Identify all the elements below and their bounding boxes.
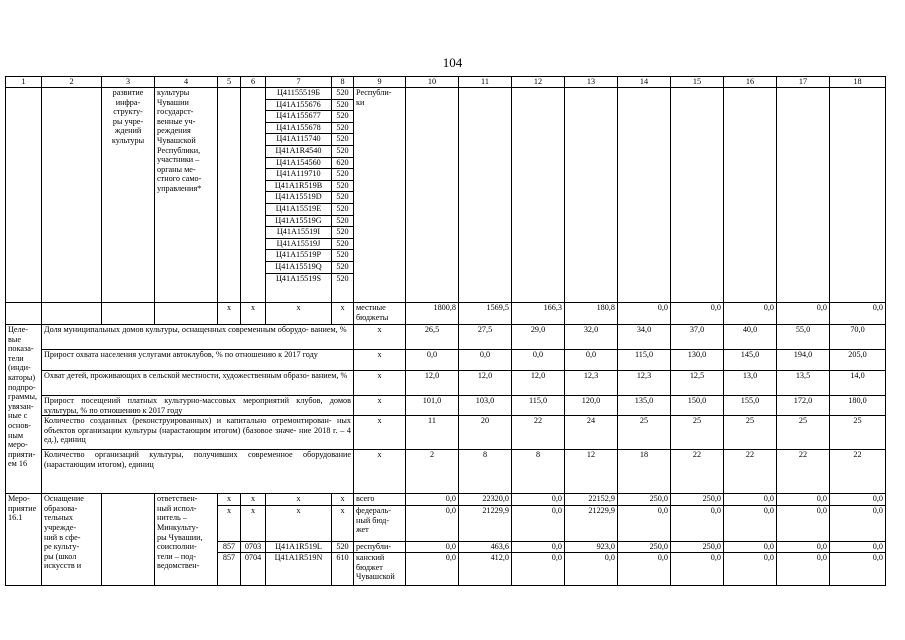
budget-code: Ц41А15519Q — [266, 262, 331, 274]
header-row — [6, 77, 886, 88]
cell-line: ки — [356, 97, 365, 107]
event-col3 — [102, 494, 155, 586]
table-row — [6, 396, 886, 416]
event-c6: x — [241, 506, 266, 542]
cont-col4 — [155, 88, 218, 303]
cell-line: учрежде- — [44, 522, 77, 532]
cell-line: управления* — [157, 183, 202, 193]
local-value: 180,8 — [565, 303, 618, 325]
cont-col14 — [618, 88, 671, 303]
header-col-2: 2 — [42, 77, 102, 88]
event-value: 0,0 — [830, 553, 886, 586]
event-c5: 857 — [218, 542, 241, 553]
target-value: 205,0 — [830, 350, 886, 371]
cell-line: Республики, — [157, 145, 201, 155]
expense-type: 520 — [332, 181, 353, 193]
local-value: 166,3 — [512, 303, 565, 325]
header-col-11: 11 — [459, 77, 512, 88]
target-value: 27,5 — [459, 325, 512, 350]
event-value: 21229,9 — [459, 506, 512, 542]
cont-col13 — [565, 88, 618, 303]
header-col-12: 12 — [512, 77, 565, 88]
target-value: 0,0 — [512, 350, 565, 371]
cell-line: ний в сфе- — [44, 532, 81, 542]
event-label — [6, 494, 42, 586]
expense-type: 520 — [332, 262, 353, 274]
cell-line: ем 16 — [8, 459, 28, 469]
cell-line: культуры — [111, 135, 145, 145]
cell-line: меро- — [8, 440, 28, 450]
target-value: 25 — [671, 416, 724, 450]
cell-line: граммы, — [8, 392, 37, 402]
target-value: 12,3 — [565, 371, 618, 396]
budget-code: Ц41А154560 — [266, 158, 331, 170]
cell-line: стного само- — [157, 174, 202, 184]
event-value: 0,0 — [777, 506, 830, 542]
event-value: 250,0 — [618, 542, 671, 553]
event-value: 0,0 — [618, 553, 671, 586]
cell-line: ре культу- — [44, 542, 80, 552]
header-col-3: 3 — [102, 77, 155, 88]
event-executor — [155, 494, 218, 586]
target-text: Прирост охвата населения услугами автоклубов, % по отношению к 2017 году — [42, 350, 354, 371]
target-value: 115,0 — [618, 350, 671, 371]
local-c8: x — [332, 303, 354, 325]
local-value: 0,0 — [671, 303, 724, 325]
cell-line: органы ме- — [157, 164, 196, 174]
cont-col5 — [218, 88, 241, 303]
targets-label — [6, 325, 42, 494]
cont-col15 — [671, 88, 724, 303]
expense-type: 520 — [332, 216, 353, 228]
local-value: 0,0 — [724, 303, 777, 325]
event-value: 0,0 — [830, 494, 886, 506]
target-value: 25 — [777, 416, 830, 450]
event-c6: 0704 — [241, 553, 266, 586]
cell-line: Чувашской — [356, 572, 395, 582]
target-x: x — [354, 416, 406, 450]
target-text: Доля муниципальных домов культуры, оснащенных современным оборудо- ванием, % — [42, 325, 354, 350]
header-col-1: 1 — [6, 77, 42, 88]
event-value: 0,0 — [724, 494, 777, 506]
budget-code: Ц41А155677 — [266, 111, 331, 123]
event-c7: Ц41А1R519N — [266, 553, 332, 586]
expense-type: 620 — [332, 158, 353, 170]
cell-line: ры (школ — [44, 551, 77, 561]
cell-line: нитель – — [157, 513, 187, 523]
target-value: 22 — [671, 450, 724, 494]
event-c8: x — [332, 506, 354, 542]
budget-code: Ц41А155676 — [266, 100, 331, 112]
cont-col2 — [42, 88, 102, 303]
cell-line: ный бюд- — [356, 515, 390, 525]
target-value: 101,0 — [406, 396, 459, 416]
event-value: 0,0 — [406, 542, 459, 553]
cell-line: соисполни- — [157, 542, 197, 552]
event-value: 0,0 — [724, 553, 777, 586]
table-row — [6, 303, 886, 325]
target-value: 180,0 — [830, 396, 886, 416]
cell-line: каторы) — [8, 372, 36, 382]
event-value: 0,0 — [512, 542, 565, 553]
event-c8: 610 — [332, 553, 354, 586]
event-value: 250,0 — [618, 494, 671, 506]
cell-line: Меро- — [8, 494, 30, 504]
local-value: 0,0 — [830, 303, 886, 325]
local-value: 0,0 — [618, 303, 671, 325]
table-row — [6, 416, 886, 450]
cell-line: приятие — [8, 503, 37, 513]
event-value: 250,0 — [671, 494, 724, 506]
target-value: 12,0 — [512, 371, 565, 396]
cell-line: канский — [356, 553, 385, 563]
target-value: 0,0 — [565, 350, 618, 371]
cell-line: 16.1 — [8, 513, 23, 523]
local-c5: x — [218, 303, 241, 325]
event-c6: x — [241, 494, 266, 506]
target-text: Охват детей, проживающих в сельской местности, художественным образо- ванием, % — [42, 371, 354, 396]
event-value: 22320,0 — [459, 494, 512, 506]
cont-col11 — [459, 88, 512, 303]
target-value: 11 — [406, 416, 459, 450]
expense-type: 520 — [336, 273, 349, 283]
local-c9 — [354, 303, 406, 325]
local-col2 — [42, 303, 102, 325]
expense-type: 520 — [332, 123, 353, 135]
target-value: 29,0 — [512, 325, 565, 350]
cont-col17 — [777, 88, 830, 303]
expense-type: 520 — [332, 169, 353, 181]
target-value: 40,0 — [724, 325, 777, 350]
event-value: 0,0 — [512, 553, 565, 586]
cell-line: увязан- — [8, 401, 34, 411]
event-value: 0,0 — [830, 506, 886, 542]
target-value: 150,0 — [671, 396, 724, 416]
expense-type: 520 — [332, 88, 353, 100]
header-col-7: 7 — [266, 77, 332, 88]
event-value: 0,0 — [724, 542, 777, 553]
event-name — [42, 494, 102, 586]
target-value: 22 — [830, 450, 886, 494]
cell-line: прияти- — [8, 449, 36, 459]
event-value: 0,0 — [512, 494, 565, 506]
cell-line: венные уч- — [157, 116, 196, 126]
cell-line: ведомствен- — [157, 561, 200, 571]
local-c6: x — [241, 303, 266, 325]
target-x: x — [354, 350, 406, 371]
cell-line: участники – — [157, 155, 200, 165]
target-text: Прирост посещений платных культурно-массовых мероприятий клубов, домов культуры, % по отношению к 2017 году — [42, 396, 354, 416]
page-number: 104 — [442, 55, 463, 70]
cell-line: тели – под- — [157, 551, 196, 561]
table-row — [6, 325, 886, 350]
cont-col16 — [724, 88, 777, 303]
header-col-10: 10 — [406, 77, 459, 88]
event-value: 0,0 — [512, 506, 565, 542]
cell-line: тельных — [44, 513, 74, 523]
budget-code: Ц41А15519J — [266, 239, 331, 251]
target-value: 12,5 — [671, 371, 724, 396]
expense-type: 520 — [332, 239, 353, 251]
target-value: 115,0 — [512, 396, 565, 416]
event-value: 0,0 — [406, 494, 459, 506]
cell-line: жет — [356, 525, 369, 535]
cell-line: местные — [356, 303, 386, 312]
expense-type: 520 — [332, 111, 353, 123]
target-value: 34,0 — [618, 325, 671, 350]
cell-line: развитие — [112, 88, 144, 97]
target-value: 0,0 — [406, 350, 459, 371]
event-value: 0,0 — [777, 494, 830, 506]
budget-code: Ц41А15519Е — [266, 204, 331, 216]
event-value: 0,0 — [777, 553, 830, 586]
cell-line: федераль- — [356, 506, 391, 516]
budget-code: Ц41А15519I — [266, 227, 331, 239]
target-value: 172,0 — [777, 396, 830, 416]
target-value: 2 — [406, 450, 459, 494]
local-col1 — [6, 303, 42, 325]
target-value: 103,0 — [459, 396, 512, 416]
local-value: 0,0 — [777, 303, 830, 325]
target-value: 22 — [724, 450, 777, 494]
event-c7: Ц41А1R519L — [266, 542, 332, 553]
target-value: 8 — [512, 450, 565, 494]
target-value: 13,5 — [777, 371, 830, 396]
budget-code: Ц41А119710 — [266, 169, 331, 181]
cell-line: реждения — [157, 126, 191, 136]
cell-line: культуры — [157, 88, 190, 97]
cont-col18 — [830, 88, 886, 303]
table-row — [6, 350, 886, 371]
event-value: 22152,9 — [565, 494, 618, 506]
cell-line: ждений — [114, 126, 142, 136]
header-col-4: 4 — [155, 77, 218, 88]
expense-type: 520 — [332, 146, 353, 158]
target-value: 25 — [618, 416, 671, 450]
header-col-9: 9 — [354, 77, 406, 88]
cell-line: Чувашской — [157, 135, 196, 145]
event-value: 412,0 — [459, 553, 512, 586]
cell-line: инфра- — [115, 97, 141, 107]
cont-col10 — [406, 88, 459, 303]
target-value: 25 — [724, 416, 777, 450]
target-value: 22 — [777, 450, 830, 494]
header-col-6: 6 — [241, 77, 266, 88]
target-value: 18 — [618, 450, 671, 494]
table-row — [6, 450, 886, 494]
cell-line: ры учре- — [112, 116, 144, 126]
event-value: 0,0 — [724, 506, 777, 542]
expense-type: 520 — [332, 204, 353, 216]
target-value: 8 — [459, 450, 512, 494]
budget-code: Ц41А15519G — [266, 216, 331, 228]
cell-line: государст- — [157, 107, 194, 117]
budget-code: Ц41А15519D — [266, 192, 331, 204]
target-value: 0,0 — [459, 350, 512, 371]
cell-line: бюджеты — [356, 312, 389, 322]
cell-line: структу- — [113, 107, 143, 117]
budget-codes — [266, 88, 332, 303]
event-value: 250,0 — [671, 542, 724, 553]
cell-line: всего — [356, 494, 375, 504]
target-x: x — [354, 371, 406, 396]
header-col-14: 14 — [618, 77, 671, 88]
cell-line: Целе- — [8, 325, 28, 334]
cell-line: ным — [8, 430, 24, 440]
header-col-15: 15 — [671, 77, 724, 88]
cell-line: подпро- — [8, 382, 36, 392]
expense-type: 520 — [332, 227, 353, 239]
table-row — [6, 371, 886, 396]
cell-line: показа- — [8, 344, 34, 354]
budget-table — [5, 76, 886, 586]
event-value: 0,0 — [406, 506, 459, 542]
event-value: 0,0 — [406, 553, 459, 586]
target-value: 55,0 — [777, 325, 830, 350]
cell-line: основ- — [8, 420, 31, 430]
cont-col3 — [102, 88, 155, 303]
header-col-8: 8 — [332, 77, 354, 88]
target-value: 12 — [565, 450, 618, 494]
target-value: 12,3 — [618, 371, 671, 396]
target-x: x — [354, 396, 406, 416]
budget-code: Ц41А155678 — [266, 123, 331, 135]
cell-line: Чувашии — [157, 97, 189, 107]
cont-col6 — [241, 88, 266, 303]
event-value: 923,0 — [565, 542, 618, 553]
cell-line: бюджет — [356, 562, 383, 572]
local-value: 1800,8 — [406, 303, 459, 325]
event-value: 0,0 — [777, 542, 830, 553]
event-value: 0,0 — [671, 553, 724, 586]
event-c9 — [354, 506, 406, 542]
target-value: 20 — [459, 416, 512, 450]
target-value: 32,0 — [565, 325, 618, 350]
target-value: 22 — [512, 416, 565, 450]
target-value: 14,0 — [830, 371, 886, 396]
target-value: 13,0 — [724, 371, 777, 396]
target-value: 135,0 — [618, 396, 671, 416]
local-col4 — [155, 303, 218, 325]
target-value: 145,0 — [724, 350, 777, 371]
event-value: 0,0 — [830, 542, 886, 553]
event-value: 0,0 — [565, 553, 618, 586]
header-col-5: 5 — [218, 77, 241, 88]
cell-line: Минкульту- — [157, 522, 199, 532]
header-col-13: 13 — [565, 77, 618, 88]
target-value: 70,0 — [830, 325, 886, 350]
cell-line: Оснащение — [44, 494, 84, 504]
cell-line: ры Чувашии, — [157, 532, 203, 542]
cell-line: ные с — [8, 411, 28, 421]
event-value: 463,6 — [459, 542, 512, 553]
event-c9 — [354, 542, 406, 553]
target-value: 26,5 — [406, 325, 459, 350]
target-value: 120,0 — [565, 396, 618, 416]
budget-code: Ц41А1R519В — [266, 181, 331, 193]
event-c7: x — [266, 506, 332, 542]
expense-type: 520 — [332, 134, 353, 146]
event-value: 0,0 — [618, 506, 671, 542]
target-value: 194,0 — [777, 350, 830, 371]
cell-line: ответствен- — [157, 494, 198, 504]
event-c6: 0703 — [241, 542, 266, 553]
local-c7: x — [266, 303, 332, 325]
expense-types — [332, 88, 354, 303]
event-c8: 520 — [332, 542, 354, 553]
target-text: Количество созданных (реконструированных) и капитально отремонтирован- ных объектов организации культуры (нарастающим итогом) (базовое значе- ние 2018 г. – 4 ед.), единиц — [42, 416, 354, 450]
local-value: 1569,5 — [459, 303, 512, 325]
header-col-16: 16 — [724, 77, 777, 88]
event-c5: x — [218, 494, 241, 506]
header-col-18: 18 — [830, 77, 886, 88]
target-value: 12,0 — [459, 371, 512, 396]
table-row — [6, 494, 886, 506]
cell-line: искусств и — [44, 561, 82, 571]
header-col-17: 17 — [777, 77, 830, 88]
cont-col12 — [512, 88, 565, 303]
event-c5: x — [218, 506, 241, 542]
event-c7: x — [266, 494, 332, 506]
budget-code: Ц41А1R4540 — [266, 146, 331, 158]
cell-line: республи- — [356, 542, 392, 552]
cont-col1 — [6, 88, 42, 303]
target-x: x — [354, 325, 406, 350]
budget-code: Ц41А15519Р — [266, 250, 331, 262]
expense-type: 520 — [332, 100, 353, 112]
event-value: 0,0 — [671, 506, 724, 542]
local-col3 — [102, 303, 155, 325]
event-c9 — [354, 553, 406, 586]
budget-code: Ц41А15519S — [275, 273, 322, 283]
expense-type: 520 — [332, 192, 353, 204]
target-value: 37,0 — [671, 325, 724, 350]
cell-line: ный испол- — [157, 503, 197, 513]
event-c5: 857 — [218, 553, 241, 586]
expense-type: 520 — [332, 250, 353, 262]
target-value: 12,0 — [406, 371, 459, 396]
event-c8: x — [332, 494, 354, 506]
event-c9 — [354, 494, 406, 506]
cell-line: (инди- — [8, 363, 31, 373]
cell-line: вые — [8, 334, 22, 344]
event-value: 21229,9 — [565, 506, 618, 542]
cont-col9 — [354, 88, 406, 303]
target-value: 130,0 — [671, 350, 724, 371]
cell-line: Республи- — [356, 88, 392, 97]
target-value: 24 — [565, 416, 618, 450]
budget-code: Ц41155519Б — [266, 88, 331, 100]
table-row — [6, 88, 886, 303]
target-value: 155,0 — [724, 396, 777, 416]
target-text: Количество организаций культуры, получивших современное оборудование (нарастающим итогом), единиц — [42, 450, 354, 494]
budget-code: Ц41А115740 — [266, 134, 331, 146]
target-x: x — [354, 450, 406, 494]
target-value: 25 — [830, 416, 886, 450]
cell-line: тели — [8, 353, 24, 363]
cell-line: образова- — [44, 503, 78, 513]
